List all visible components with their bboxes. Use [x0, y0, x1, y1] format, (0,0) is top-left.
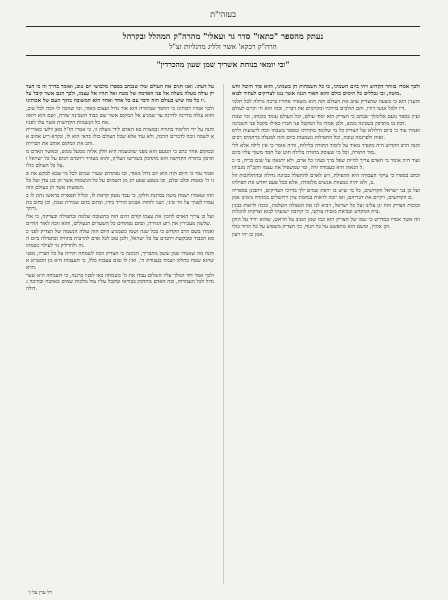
paragraph: והנה על ידי הלימוד בתורה ובמצוות בא האדם לידי מעלה זו, כי אמרו חז"ל מאן דלעי באורייתא לשמה זוכה לדברים הרבה, ולא עוד אלא שכל העולם כולו כדאי הוא לו, ונקרא ריע אהוב אוהב את המקום אוהב את הבריות. — [26, 127, 214, 148]
running-head: בעזהי"ת — [210, 10, 236, 19]
paragraph: ואמרו בשם הרב הקדוש כי בכל שנה ושנה כשמגיע היום הזה עולה הנשמה של הצדיק לפני כסא הכבוד ומבקשת רחמים על כל ישראל, ולכן טוב לכל אדם להרבות בתורה ובתפילה ביום הזה ולהדליק נר לעילוי נשמתו. — [26, 229, 214, 249]
paragraph: על דעתו. ואנו חגים את העולם שלו שנכתב בספרו מלבושי יום טוב, ואומר בדרך זה כי הצדיק עולה מעלה מעלה אל פני האדמה של מטה ואל תהיו אל עצמו, ולכך הגם אשר קיבל עליו כל מה שיש בעולם הזה ודבר עם כל אחד ואחד הוא המשובח בתוך העם של אבותינו. — [26, 84, 214, 104]
paragraph: ולכך אמר דוד המלך עליו השלום עבדו את ה' בשמחה באו לפניו ברננה, כי השמחה היא שער גדול לכל העבודות, ובה האדם מתדבק בבוראו ומקבל עליו עול מלכות שמים באהבה ובחיבה גדולה. — [26, 272, 214, 293]
paragraph: ולכך אמרו רבותינו כי החסד שבתורה הוא אור גדול ועצום מאוד, ומי שזוכה לו זוכה לכל טוב, והוא עולה מדרגה לדרגה עד שמגיע אל המקום אשר שם כבוד השכינה שורה, ושם הוא רואה את כל הנשמות הקדושות אשר עלו לפניו. — [26, 105, 214, 126]
footer-note: ויל ערן על ז' — [28, 590, 53, 596]
document-title: נעתק מהספר "כתאו" סדר גר ועאלי" מהרה"ק המהלל ובקרהל — [122, 31, 324, 41]
section-heading: "ובי יומאי בנוחת אשריך שמן שעון מהכרדין" — [156, 60, 290, 69]
paragraph: וזה אשר אמרו במדרש כי שמו של הצדיק הוא כמו שמן הטוב על הראש, שהוא יורד על הזקן זקן אהרן, ומשם הוא מתפשט על כל הגוף, כך הצדיק משפיע על כל הדור כולו. — [232, 217, 420, 231]
text-columns — [26, 84, 420, 584]
paragraph: ועל כן צריך האדם להכין את עצמו קודם היום הזה בתשובה שלמה ובתפילה ובצדקה, כי אלו שלשה מעבירין את רוע הגזירה, ובהם נפתחים כל השערים הנעולים, והוא זוכה לאור החיים. — [26, 214, 214, 228]
paragraph: ואמרו עוד כי ביום הילולא של הצדיק כל מי שלומד מתורתו ומספר בשבחו זוכה לישועות ולרפואות ולפרנסה טובה, וכל התפילות נשמעות ביום הזה למעלה ברחמים רבים. — [232, 128, 420, 142]
paragraph: ואמר עוד כי היום הזה הוא יום גדול מאוד, ובו נפתחים שערי שמים לכל מי שבא לבקש את פני ה' באמת ובלב שלם, ובו נשפע שפע רב מן השמים על כל הנשמות אשר הן בגן עדן ועל כל הנפשות אשר הן בעולם הזה. — [26, 170, 214, 191]
paragraph: וזהו שאמרו ישמח משה במתנת חלקו, כי עבד נאמן קראת לו, וכליל תפארת בראשו נתת לו בעמדו לפניך על הר סיני, ושני לוחות אבנים הוריד בידו, וכתוב בהם שמירת שבת, וכן כתוב בתורתך. — [26, 192, 214, 213]
paragraph: ולכך אמרו בזוהר הקדוש ויהי ביום השמיני, כי כל השמחות הן בשמיני, והוא סוד היובל והשמיטה, ובו נכללים כל הימים כולם והוא האור הגנוז אשר נגנז לצדיקים לעתיד לבוא. — [232, 84, 420, 97]
title-rule — [26, 55, 420, 56]
paragraph: והענין הוא כי בשעה שהצדיק עוזב את העולם הזה הוא משאיר אחריו ברכה גדולה לכל תלמידיו ולכל אנשי דורו, והם הולכים בדרכיו ומקיימים את דבריו, ובזה הוא חי וקיים לעולם. — [232, 98, 420, 112]
document-subtitle: הרה"ק רבקא' אשר זלליג מרגליות זצ"ל — [169, 42, 277, 51]
paragraph: ועל כן בני ישראל הקדושים, כל מי שיש בו יראת שמים ילך בדרכי הצדיקים, ויתבונן בספריהם הקדושים, ויקיים את דבריהם, ואז יזכה לראות בנחמת ציון וירושלים במהרה בימינו אמן. — [232, 187, 420, 201]
column-divider — [223, 84, 224, 584]
paragraph: והנה מה שאמרו שמן ששון מחבריך, הכוונה כי הצדיק זוכה לשמחה יתירה על כל חבריו, מפני שהוא שמח בחלקו ושמח בעבודת ה', ואין לו שום עצבות כלל, כי העצבות היא מן הסטרא אחרא. — [26, 250, 214, 271]
right-text-column — [26, 84, 214, 584]
paragraph: וכתב בספרו כי עיקר העבודה היא התפילה, ויש לאדם להתפלל בכוונה גדולה ובהתלהבות הלב, ולא יהיה כמצוות אנשים מלומדה, אלא בכל פעם יחדש את תפילתו. — [232, 172, 420, 186]
paragraph: אמן כן יהי רצון. — [232, 232, 265, 239]
paragraph: ועיין בספר נועם אלימלך שכתב כי הצדיק הוא יסוד עולם, וכל העולם עומד בזכותו, ומי שמתדבק בו מתדבק בשכינה ממש, ולכן אמרו כל המקבל פני חברו כאילו מקבל פני השכינה. — [232, 113, 420, 127]
header-rule — [26, 26, 420, 27]
paragraph: ועוד היה אומר כי האדם צריך להיות שפל ברך בעיני כל אדם, ולא יתגאה על שום בריה, כי כל הגאוה היא כעבודה זרה, ומי שמשפיל את עצמו הקב"ה מגביהו. — [232, 158, 420, 171]
paragraph: ובמקום אחר כתב כי הטעם הוא מפני שהנשמה היא חלק אלוה ממעל ממש, וכאשר האדם מתדבק בתורה הקדושה הוא מתדבק בשורשו העליון, והוא מעורר רחמים רבים על כל ישראל ועל כל העולם כולו. — [26, 149, 214, 169]
paragraph: ובזכות הצדיק הזה יגן עלינו ועל כל ישראל, ויביא לנו את הגאולה השלמה, ונזכה לראות בבנין בית המקדש ובביאת משיח צדקנו, כי קרובה ישועתו לבוא וצדקתו להגלות. — [232, 202, 420, 216]
paragraph: והנה הרב הקדוש היה מקפיד מאוד על לימוד התורה בלילות, והיה אומר כי אין לילה אלא ללימוד התורה, וכל מי שעוסק בתורה בלילה חוט של חסד משוך עליו ביום. — [232, 143, 420, 157]
left-text-column — [232, 84, 420, 584]
